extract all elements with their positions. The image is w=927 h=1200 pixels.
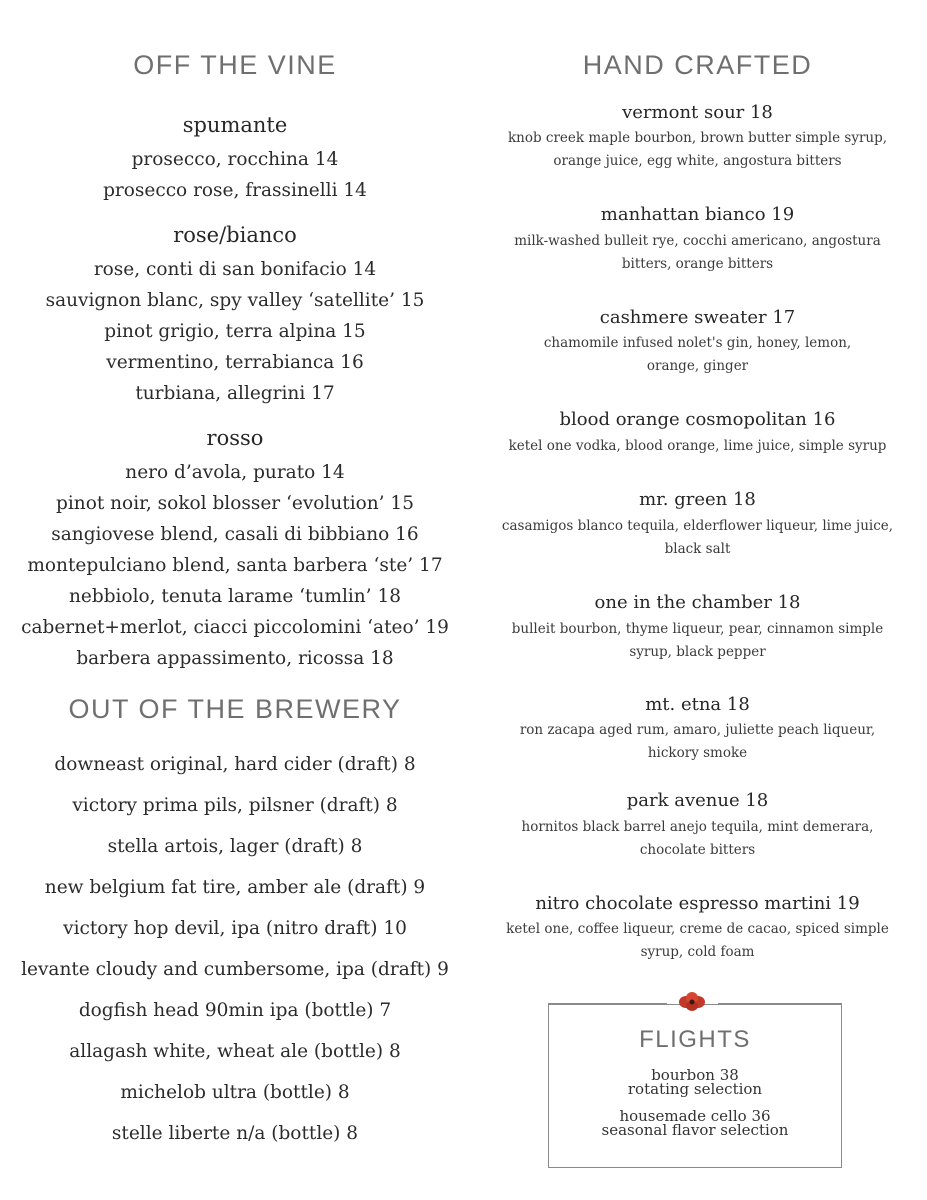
beer-item: stelle liberte n/a (bottle) 8	[111, 1123, 359, 1144]
cocktail-description: casamigos blanco tequila, elderflower liqueur, lime juice, black salt	[501, 518, 894, 557]
menu-item: montepulciano blend, santa barbera ‘ste’ 17	[27, 555, 443, 576]
menu-item: turbiana, allegrini 17	[135, 383, 335, 404]
beer-item: stella artois, lager (draft) 8	[107, 836, 363, 857]
menu-item: vermentino, terrabianca 16	[106, 352, 364, 373]
flight-note: seasonal flavor selection	[601, 1121, 789, 1139]
cocktail-name: one in the chamber 18	[594, 592, 801, 613]
menu-item: sangiovese blend, casali di bibbiano 16	[51, 524, 419, 545]
beer-item: victory prima pils, pilsner (draft) 8	[72, 795, 398, 816]
cocktail-description: bulleit bourbon, thyme liqueur, pear, cinnamon simple syrup, black pepper	[511, 621, 884, 660]
cocktail-description: knob creek maple bourbon, brown butter simple syrup, orange juice, egg white, angostura bitters	[507, 130, 888, 169]
menu-item: cabernet+merlot, ciacci piccolomini ‘ateo’ 19	[21, 617, 449, 638]
cocktail-name: mr. green 18	[639, 489, 756, 510]
beer-item: dogfish head 90min ipa (bottle) 7	[78, 1000, 392, 1021]
flower-icon	[675, 990, 709, 1016]
rosso-subheading: rosso	[206, 426, 264, 450]
cocktail-description: ketel one, coffee liqueur, creme de cacao, spiced simple syrup, cold foam	[506, 921, 889, 960]
beer-item: levante cloudy and cumbersome, ipa (draft) 9	[21, 959, 449, 980]
flight-name: housemade cello 36	[619, 1107, 771, 1125]
menu-item: prosecco rose, frassinelli 14	[103, 180, 367, 201]
beer-item: michelob ultra (bottle) 8	[120, 1082, 350, 1103]
beer-item: victory hop devil, ipa (nitro draft) 10	[63, 918, 407, 939]
menu-item: pinot noir, sokol blosser ‘evolution’ 15	[56, 493, 414, 514]
off-the-vine-heading: OFF THE VINE	[133, 50, 337, 80]
cocktail-name: park avenue 18	[626, 790, 769, 811]
cocktail-name: nitro chocolate espresso martini 19	[535, 893, 860, 914]
out-of-the-brewery-heading: OUT OF THE BREWERY	[68, 694, 402, 724]
beer-item: allagash white, wheat ale (bottle) 8	[69, 1041, 401, 1062]
flights-heading: FLIGHTS	[639, 1026, 751, 1053]
cocktail-name: mt. etna 18	[645, 694, 750, 715]
flights-divider-right	[718, 1003, 842, 1004]
menu-item: barbera appassimento, ricossa 18	[76, 648, 394, 669]
menu-item: rose, conti di san bonifacio 14	[93, 259, 377, 280]
rose-bianco-subheading: rose/bianco	[173, 223, 297, 247]
spumante-subheading: spumante	[182, 113, 288, 137]
cocktail-description: ron zacapa aged rum, amaro, juliette peach liqueur, hickory smoke	[519, 722, 876, 761]
menu-item: nebbiolo, tenuta larame ‘tumlin’ 18	[69, 586, 401, 607]
flight-note: rotating selection	[627, 1080, 763, 1098]
cocktail-name: blood orange cosmopolitan 16	[559, 409, 836, 430]
beer-item: new belgium fat tire, amber ale (draft) 9	[44, 877, 426, 898]
cocktail-name: manhattan bianco 19	[600, 204, 795, 225]
flight-name: bourbon 38	[651, 1066, 739, 1084]
menu-item: nero d’avola, purato 14	[125, 462, 345, 483]
menu-item: pinot grigio, terra alpina 15	[104, 321, 366, 342]
menu-item: sauvignon blanc, spy valley ‘satellite’ 15	[45, 290, 425, 311]
cocktail-name: vermont sour 18	[622, 102, 773, 123]
cocktail-description: hornitos black barrel anejo tequila, mint demerara, chocolate bitters	[521, 819, 874, 858]
beer-item: downeast original, hard cider (draft) 8	[54, 754, 416, 775]
cocktail-description: milk-washed bulleit rye, cocchi americano, angostura bitters, orange bitters	[514, 233, 881, 272]
cocktail-description: chamomile infused nolet's gin, honey, lemon, orange, ginger	[543, 335, 852, 374]
cocktail-description: ketel one vodka, blood orange, lime juice, simple syrup	[508, 438, 887, 454]
menu-item: prosecco, rocchina 14	[131, 149, 339, 170]
cocktail-name: cashmere sweater 17	[599, 307, 796, 328]
flights-divider-left	[548, 1003, 667, 1004]
hand-crafted-heading: HAND CRAFTED	[582, 50, 813, 80]
